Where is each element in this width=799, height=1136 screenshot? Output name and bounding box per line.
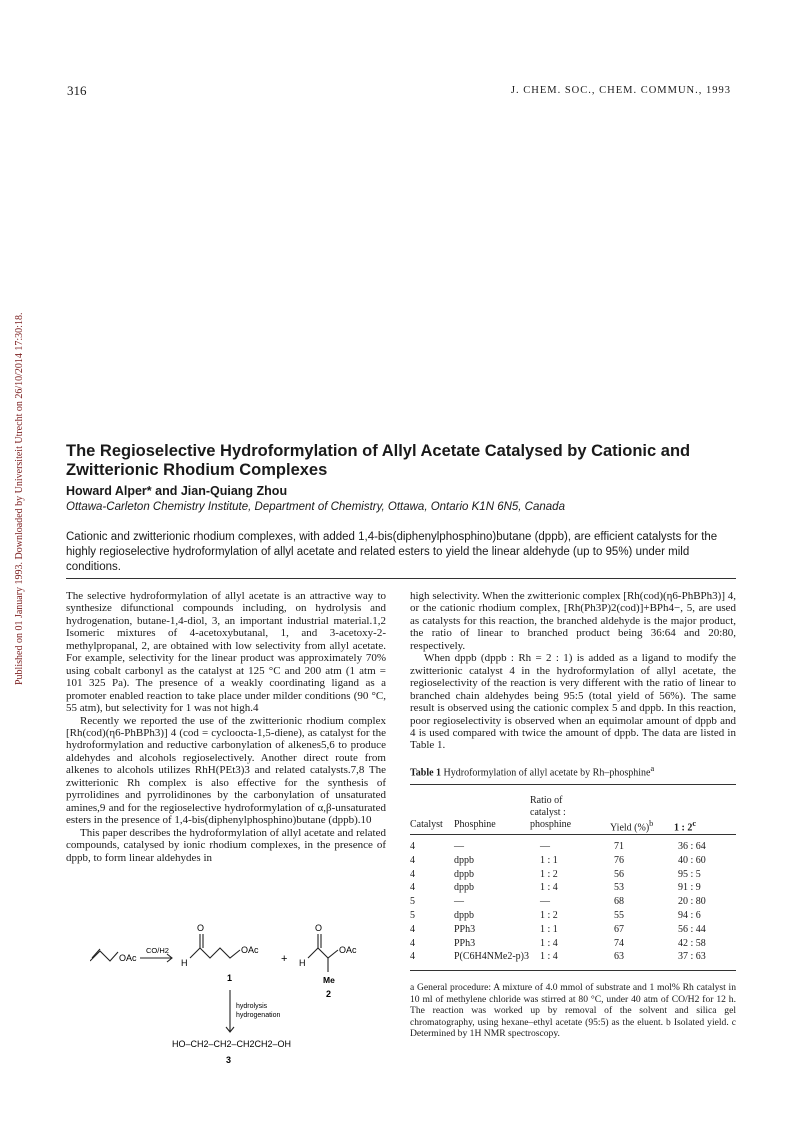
hydrogen-label: H [299, 958, 306, 968]
oxygen-label: O [197, 923, 205, 933]
cell-phosphine: dppb [454, 910, 474, 921]
cell-selectivity: 40 : 60 [678, 854, 706, 866]
diol-formula: HO–CH2–CH2–CH2CH2–OH [172, 1039, 292, 1049]
cell-ratio: 1 : 4 [540, 937, 558, 949]
header-ratio-line1: Ratio of [530, 795, 563, 806]
cell-catalyst: 4 [410, 951, 415, 963]
cell-yield: 56 [614, 868, 624, 880]
article-abstract: Cationic and zwitterionic rhodium complexes, with added 1,4-bis(diphenylphosphino)butane (dppb), are efficient catalysts for the highly regioselective hydroformylation of allyl acetate and related esters to yield the linear aldehyde (up to 95%) under mild conditions. [66, 531, 718, 573]
paragraph: The selective hydroformylation of allyl acetate is an attractive way to synthesize difunctional compounds including, on hydrolysis and hydrogenation, butane-1,4-diol, 3, an important industrial material.1,2 Isomeric mixtures of 4-acetoxybutanal, 1, and 3-acetoxy-2-methylpropanal, 2, are obtained with low selectivity from allyl acetate. For example, selectivity for the linear product was approximately 70% using cobalt carbonyl as the catalyst at 125 °C and 200 atm (1 atm = 101 325 Pa). The presence of a weakly coordinating ligand as a promoter enabled reaction to take place under milder conditions (90 °C, 55 atm), but selectivity for 1 was not high.4 [66, 590, 386, 715]
cell-yield: 68 [614, 896, 624, 908]
cell-catalyst: 4 [410, 868, 415, 880]
abstract-divider [66, 578, 736, 579]
journal-header: J. CHEM. SOC., CHEM. COMMUN., 1993 [510, 85, 731, 96]
header-phosphine: Phosphine [454, 819, 496, 830]
cell-selectivity: 37 : 63 [678, 951, 706, 963]
product2-label: OAc [339, 945, 357, 955]
cell-phosphine: dppb [454, 882, 474, 894]
header-ratio-line3: phosphine [530, 819, 572, 830]
cell-yield: 63 [614, 951, 624, 963]
cell-catalyst: 4 [410, 841, 415, 852]
cell-selectivity: 36 : 64 [678, 841, 706, 852]
cell-selectivity: 94 : 6 [678, 910, 701, 921]
oxygen-label: O [315, 923, 323, 933]
cell-selectivity: 95 : 5 [678, 868, 701, 880]
results-table [410, 779, 736, 974]
table-top-rule [410, 784, 736, 785]
product1-label: OAc [241, 945, 259, 955]
paragraph: high selectivity. When the zwitterionic complex [Rh(cod)(η6-PhBPh3)] 4, or the cationic rhodium complex, [Rh(Ph3P)2(cod)]+BPh4−, 5, are used as catalysts for this reaction, the branched aldehyde is the major product, the ratio of linear to branched product being 36:64 and 20:80, respectively. [410, 590, 736, 652]
download-note[interactable]: Published on 01 January 1993. Downloaded by Universiteit Utrecht on 26/10/2014 17:30:18. [14, 312, 25, 685]
compound-number-3: 3 [226, 1055, 232, 1065]
left-column [66, 590, 386, 864]
cell-catalyst: 4 [410, 854, 415, 866]
plus-sign: + [281, 953, 288, 965]
cell-yield: 74 [614, 937, 624, 949]
reactant-label: OAc [119, 953, 137, 963]
compound-number-2: 2 [326, 989, 332, 999]
cell-catalyst: 4 [410, 882, 415, 894]
table-caption-text: Hydroformylation of allyl acetate by Rh–phosphine [443, 767, 651, 779]
cell-ratio: — [540, 841, 550, 852]
cell-selectivity: 42 : 58 [678, 937, 706, 949]
paragraph: Recently we reported the use of the zwitterionic rhodium complex [Rh(cod)(η6-PhBPh3)] 4 (cod = cycloocta-1,5-diene), as catalyst for the hydroformylation and reductive carbonylation of alkenes5,6 to produce aldehydes and alcohols regioselectively. Another direct route from alkenes to alcohols utilizes RhH(PEt3)3 and related catalysts.7,8 The zwitterionic Rh complex is also effective for the synthesis of pyrrolidines and pyrrolidinones by the carbonylation of unsaturated amines,9 and for the regioselective hydroformylation of α,β-unsaturated esters in the presence of 1,4-bis(diphenylphosphino)butane (dppb).10 [66, 714, 386, 827]
table-header-rule [410, 834, 736, 835]
cell-yield: 53 [614, 882, 624, 894]
cell-phosphine: — [454, 896, 464, 908]
cell-phosphine: — [454, 841, 464, 852]
download-sidebar [2, 265, 25, 685]
header-ratio12: 1 : 2$^c$ [674, 819, 697, 834]
cell-ratio: 1 : 1 [540, 923, 558, 935]
cell-ratio: 1 : 4 [540, 951, 558, 963]
hydrogen-label: H [181, 958, 188, 968]
cell-yield: 55 [614, 910, 624, 921]
paragraph: When dppb (dppb : Rh = 2 : 1) is added as a ligand to modify the zwitterionic catalyst 4 in the hydroformylation of allyl acetate, the regioselectivity of the reaction is very different with the ratio of linear to branched chain aldehydes being 95:5 (total yield of 56%). The same result is observed using the cationic complex 5 and dppb. In this reaction, poor regioselectivity is observed when an equimolar amount of dppb and 4 is used compared with twice the amount of dppb. The data are listed in Table 1. [410, 652, 736, 752]
header-catalyst: Catalyst [410, 819, 443, 830]
table-label: Table 1 [410, 767, 442, 779]
cell-yield: 71 [614, 841, 624, 852]
cell-phosphine: dppb [454, 854, 474, 866]
cell-selectivity: 20 : 80 [678, 896, 706, 908]
cell-yield: 76 [614, 854, 624, 866]
table-footnote: a General procedure: A mixture of 4.0 mmol of substrate and 1 mol% Rh catalyst in 10 ml of methylene chloride was stirred at 80 °C, under 40 atm of CO/H2 for 12 h. The reaction was worked up by removal of the solvent and silica gel chromatography, using hexane–ethyl acetate (95:5) as the eluent. b Isolated yield. c Determined by 1H NMR spectroscopy. [410, 982, 736, 1040]
table-caption [410, 764, 654, 778]
cell-catalyst: 4 [410, 937, 415, 949]
caption-footnote-mark: a [650, 764, 655, 773]
cell-yield: 67 [614, 923, 624, 935]
cell-catalyst: 5 [410, 896, 415, 908]
cell-selectivity: 56 : 44 [678, 923, 706, 935]
methyl-label: Me [323, 975, 335, 985]
cell-selectivity: 91 : 9 [678, 882, 701, 894]
compound-number-1: 1 [227, 973, 233, 983]
article-affiliation: Ottawa-Carleton Chemistry Institute, Department of Chemistry, Ottawa, Ontario K1N 6N5, Canada [66, 501, 565, 513]
article-authors: Howard Alper* and Jian-Quiang Zhou [66, 484, 288, 498]
reaction-scheme [90, 900, 390, 1100]
reagent-label: CO/H2 [146, 946, 169, 955]
cell-ratio: 1 : 2 [540, 910, 558, 921]
table-bottom-rule [410, 970, 736, 971]
cell-ratio: 1 : 2 [540, 868, 558, 880]
cell-phosphine: P(C6H4NMe2-p)3 [454, 951, 529, 963]
cell-phosphine: PPh3 [454, 937, 476, 949]
header-ratio-line2: catalyst : [530, 807, 566, 818]
cell-catalyst: 5 [410, 910, 415, 921]
page-number: 316 [67, 83, 87, 98]
header-yield: Yield (%)$^b$ [610, 819, 654, 834]
step-hydrogenation: hydrogenation [236, 1012, 281, 1019]
cell-ratio: 1 : 1 [540, 854, 558, 866]
right-column [410, 590, 736, 752]
step-hydrolysis: hydrolysis [236, 1003, 268, 1010]
cell-phosphine: PPh3 [454, 923, 476, 935]
paragraph: This paper describes the hydroformylation of allyl acetate and related compounds, catalysed by ionic rhodium complexes, in the presence of dppb, to form linear aldehydes in [66, 826, 386, 864]
cell-ratio: — [540, 896, 550, 908]
article-title: The Regioselective Hydroformylation of Allyl Acetate Catalysed by Cationic and Zwitterionic Rhodium Complexes [66, 442, 691, 479]
cell-phosphine: dppb [454, 868, 474, 880]
cell-ratio: 1 : 4 [540, 882, 558, 894]
cell-catalyst: 4 [410, 923, 415, 935]
